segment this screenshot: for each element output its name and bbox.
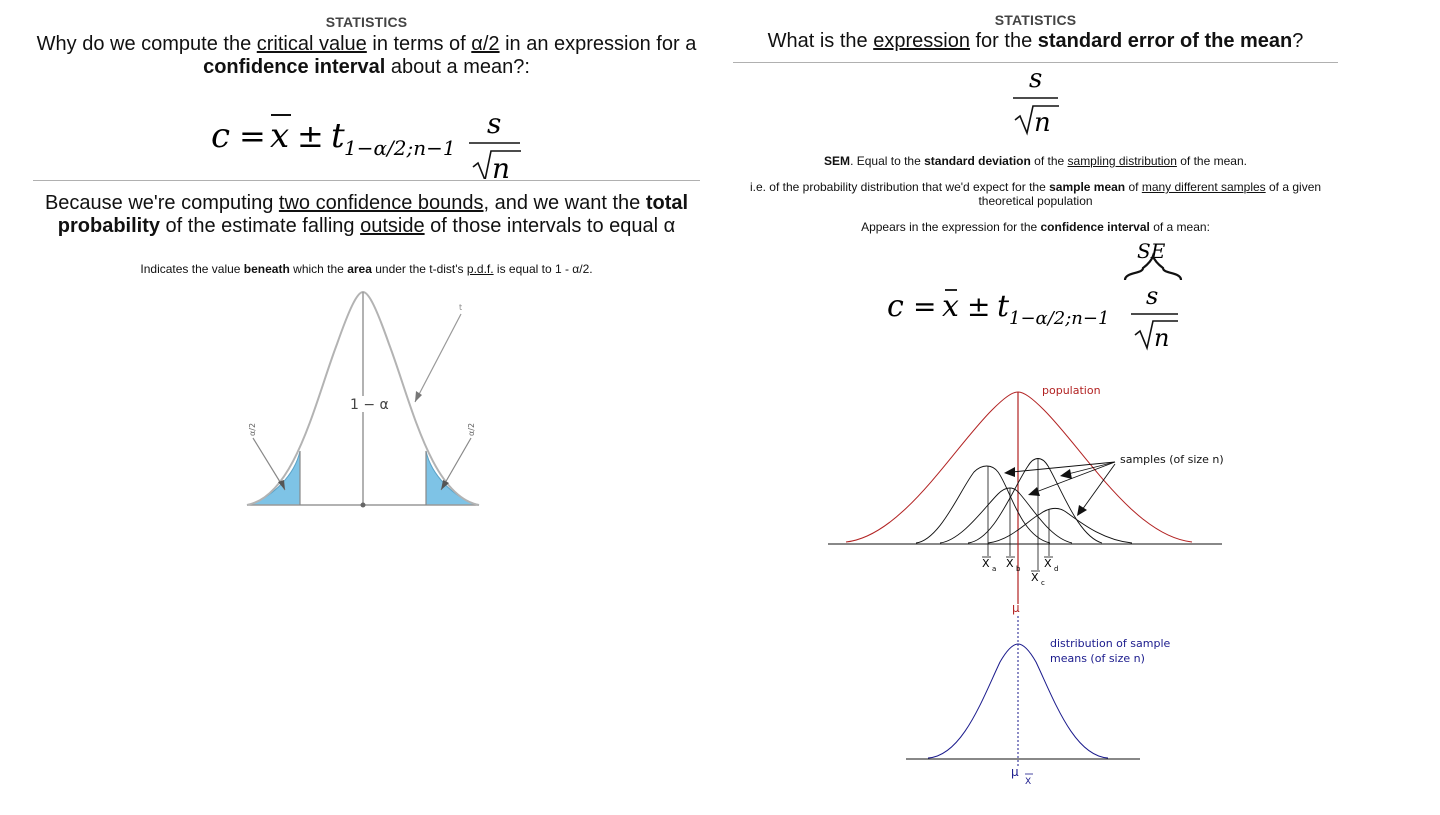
center-label: 1 − α <box>350 397 389 413</box>
xbar-a-subscript: a <box>992 565 997 573</box>
critical-value-arrowhead <box>415 391 422 402</box>
sem-term: standard error of the mean <box>1037 30 1293 52</box>
right-kicker: STATISTICS <box>994 12 1077 28</box>
xbar-b-subscript: b <box>1016 565 1021 573</box>
formula-numerator: s <box>487 107 502 140</box>
critical-value-pointer <box>415 314 461 402</box>
sample-curve-a <box>916 466 1050 543</box>
means-label-line-1: distribution of sample <box>1050 637 1171 650</box>
appears-in-text: Appears in the expression for the confidence interval of a mean: <box>861 220 1210 234</box>
left-divider <box>33 180 700 181</box>
ci-numerator: s <box>1146 282 1159 310</box>
sample-arrowhead-4 <box>1077 505 1087 516</box>
critical-value-term: critical value <box>256 33 367 55</box>
pdf-term: p.d.f. <box>466 262 494 276</box>
left-tail-area <box>247 451 300 505</box>
population-label: population <box>1042 384 1101 397</box>
center-dot <box>361 503 366 508</box>
total-probability-term: total probability <box>57 192 689 237</box>
sem-definition: SEM. Equal to the standard deviation of the sampling distribution of the mean. <box>824 154 1247 168</box>
left-question: Why do we compute the critical value in terms of α/2 in an expression for a confidence interval about a mean?: <box>36 33 697 78</box>
right-question: What is the expression for the standard error of the mean? <box>767 30 1304 52</box>
left-answer: Because we're computing two confidence bounds, and we want the total probability of the estimate falling outside of those intervals to equal α <box>44 192 689 237</box>
means-label-line-2: means (of size n) <box>1050 652 1145 665</box>
samples-label: samples (of size n) <box>1120 453 1224 466</box>
sample-arrowhead-1 <box>1004 467 1015 477</box>
ci-c: c <box>887 289 904 324</box>
sem-denominator: n <box>1034 108 1051 138</box>
formula-denominator: n <box>492 152 511 179</box>
formula-t: t <box>331 116 345 156</box>
population-curve <box>846 392 1192 542</box>
many-samples-term: many different samples <box>1141 180 1266 194</box>
sem-numerator: s <box>1029 64 1043 94</box>
left-tail-label: α/2 <box>248 422 257 436</box>
critical-value-formula <box>33 79 700 179</box>
ci-t: t <box>997 289 1010 324</box>
formula-plusminus: ± <box>297 117 324 155</box>
confidence-interval-term: confidence interval <box>203 56 386 78</box>
ci-xbar: x <box>942 289 959 324</box>
critical-value-label: t <box>459 303 463 312</box>
right-tail-label: α/2 <box>467 422 476 436</box>
formula-equals: = <box>239 117 266 155</box>
xbar-a-symbol: X <box>982 557 990 570</box>
expression-term: expression <box>873 30 970 52</box>
right-card <box>733 12 1338 352</box>
sample-curve-b <box>940 488 1072 543</box>
t-distribution-figure <box>33 282 700 522</box>
xbar-c-subscript: c <box>1041 579 1045 587</box>
mu-label: μ <box>1012 601 1020 615</box>
sem-formula <box>733 63 1338 141</box>
xbar-d-subscript: d <box>1054 565 1059 573</box>
ci-denominator: n <box>1154 324 1170 352</box>
formula-xbar: x <box>270 116 290 156</box>
left-note: Indicates the value beneath which the area under the t-dist's p.d.f. is equal to 1 - α/2. <box>140 262 593 276</box>
mu-xbar-label: μ <box>1011 765 1019 779</box>
sampling-diagram <box>822 380 1252 790</box>
ci-plusminus: ± <box>967 290 991 323</box>
sample-arrowhead-2 <box>1060 469 1072 479</box>
xbar-d-symbol: X <box>1044 557 1052 570</box>
two-bounds-term: two confidence bounds <box>278 192 484 214</box>
alpha-half-term: α/2 <box>471 33 500 55</box>
sampling-distribution-term: sampling distribution <box>1067 154 1177 168</box>
ci-subscript: 1−α/2;n−1 <box>1009 308 1110 329</box>
left-kicker: STATISTICS <box>325 14 408 30</box>
xbar-c-symbol: X <box>1031 571 1039 584</box>
right-tail-area <box>426 451 479 505</box>
sem-explanation: i.e. of the probability distribution that we'd expect for the sample mean of many different samples of a given theoretical population <box>749 180 1322 208</box>
mu-xbar-subscript: X <box>1025 777 1032 787</box>
outside-term: outside <box>360 215 425 237</box>
ci-formula <box>733 234 1338 352</box>
sample-arrow-2 <box>1068 462 1115 474</box>
formula-c: c <box>211 116 231 156</box>
left-card <box>33 14 700 522</box>
xbar-b-symbol: X <box>1006 557 1014 570</box>
se-brace-label: SE <box>1137 239 1166 263</box>
ci-equals: = <box>913 290 937 323</box>
formula-subscript: 1−α/2;n−1 <box>344 136 456 160</box>
